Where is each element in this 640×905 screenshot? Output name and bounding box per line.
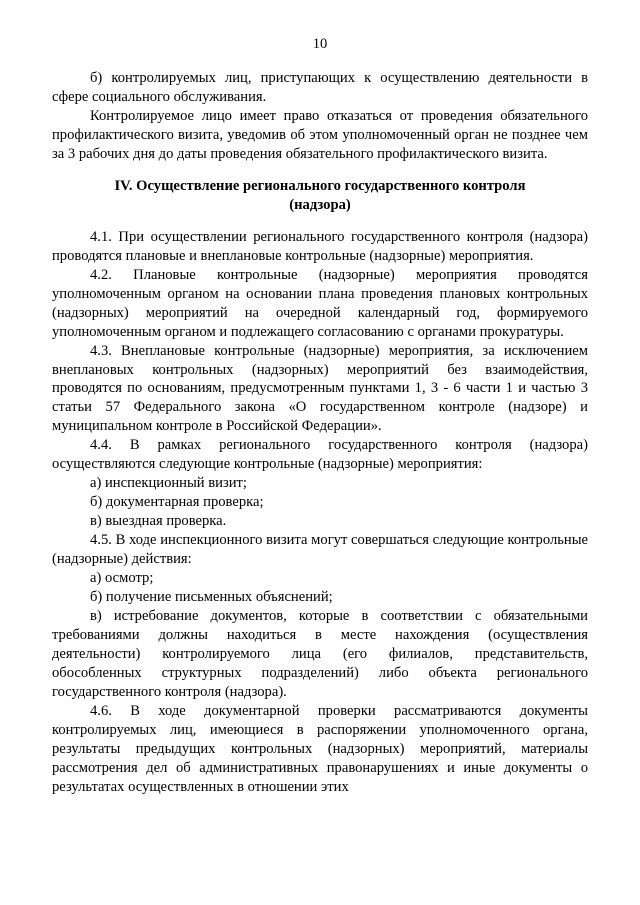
list-item: а) инспекционный визит; [90, 475, 247, 492]
list-item: в) истребование документов, которые в соответствии с обязательными требованиями должны находиться в месте нахождения (осуществления деятельности) контролируемого лица (его филиалов, представительств, обособленных структурных подразделений) либо объекта регионального государственного контроля (надзора). [52, 608, 588, 700]
paragraph: 4.6. В ходе документарной проверки рассматриваются документы контролируемых лиц, имеющиеся в распоряжении уполномоченного органа, результаты предыдущих контрольных (надзорных) мероприятий, материалы рассмотрения дел об административных правонарушениях и иные документы о результатах осуществленных в отношении этих [52, 702, 588, 795]
list-item: а) осмотр; [90, 570, 154, 587]
paragraph: Контролируемое лицо имеет право отказаться от проведения обязательного профилактического визита, уведомив об этом уполномоченный орган не позднее чем за 3 рабочих дня до даты проведения обязательного профилактического визита. [52, 108, 588, 163]
section-heading [52, 177, 588, 216]
list-item: б) документарная проверка; [90, 494, 264, 511]
paragraph: 4.3. Внеплановые контрольные (надзорные) мероприятия, за исключением внеплановых контрольных (надзорных) мероприятий без взаимодействия, проводятся по основаниям, предусмотренным пунктами 1, 3 - 6 части 1 и частью 3 статьи 57 Федерального закона «О государственном контроле (надзоре) и муниципальном контроле в Российской Федерации». [52, 342, 588, 435]
section-heading-line-1: IV. Осуществление регионального государственного контроля [114, 178, 526, 195]
paragraph: 4.5. В ходе инспекционного визита могут совершаться следующие контрольные (надзорные) действия: [52, 532, 588, 568]
paragraph: 4.4. В рамках регионального государственного контроля (надзора) осуществляются следующие контрольные (надзорные) мероприятия: [52, 437, 588, 473]
list-item: в) выездная проверка. [90, 513, 227, 530]
section-heading-line-2: (надзора) [289, 197, 351, 214]
document-body [52, 69, 588, 796]
paragraph: б) контролируемых лиц, приступающих к осуществлению деятельности в сфере социального обслуживания. [52, 70, 588, 106]
paragraph: 4.1. При осуществлении регионального государственного контроля (надзора) проводятся плановые и внеплановые контрольные (надзорные) мероприятия. [52, 228, 588, 264]
paragraph: 4.2. Плановые контрольные (надзорные) мероприятия проводятся уполномоченным органом на основании плана проведения плановых контрольных (надзорных) мероприятий на очередной календарный год, формируемого уполномоченным органом и подлежащего согласованию с органами прокуратуры. [52, 266, 588, 340]
list-item: б) получение письменных объяснений; [90, 589, 333, 606]
page-number: 10 [312, 36, 328, 52]
